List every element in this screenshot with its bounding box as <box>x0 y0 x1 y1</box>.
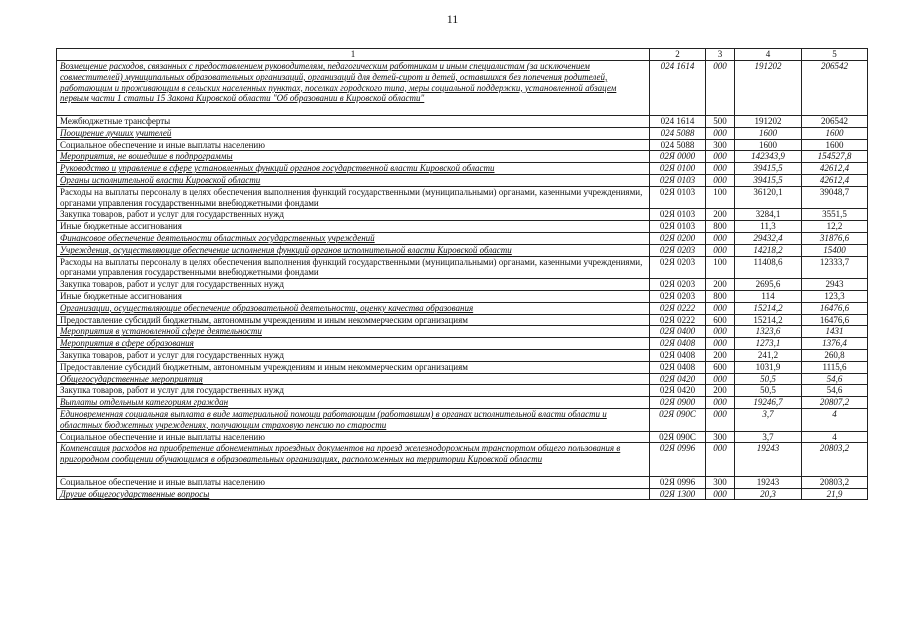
row-amount-year2: 15400 <box>802 244 868 256</box>
table-row <box>57 373 868 385</box>
table-row <box>57 151 868 163</box>
row-amount-year2: 54,6 <box>802 373 868 385</box>
table-row <box>57 163 868 175</box>
row-code: 02Я 0103 <box>650 186 706 209</box>
row-amount-year2: 42612,4 <box>802 163 868 175</box>
row-code: 02Я 090С <box>650 431 706 443</box>
row-expense-type: 000 <box>706 61 735 116</box>
column-header: 4 <box>735 49 802 61</box>
row-amount-year1: 19243 <box>735 443 802 476</box>
row-amount-year2: 20807,2 <box>802 397 868 409</box>
row-expense-type: 200 <box>706 385 735 397</box>
row-amount-year2: 54,6 <box>802 385 868 397</box>
row-description: Компенсация расходов на приобретение абонементных проездных документов на проезд железнодорожным транспортом общего пользования в пригородном сообщении обучающимся в образовательных организациях, расположенных на территории Кировской области <box>57 443 650 476</box>
row-description: Учреждения, осуществляющие обеспечение исполнения функций органов исполнительной власти Кировской области <box>57 244 650 256</box>
table-row <box>57 314 868 326</box>
row-description: Иные бюджетные ассигнования <box>57 290 650 302</box>
row-expense-type: 500 <box>706 116 735 128</box>
row-amount-year1: 11,3 <box>735 221 802 233</box>
row-description: Выплаты отдельным категориям граждан <box>57 397 650 409</box>
row-expense-type: 000 <box>706 397 735 409</box>
table-row <box>57 338 868 350</box>
row-description: Мероприятия, не вошедшие в подпрограммы <box>57 151 650 163</box>
header-row <box>57 49 868 61</box>
row-expense-type: 100 <box>706 186 735 209</box>
row-code: 024 1614 <box>650 116 706 128</box>
column-header: 5 <box>802 49 868 61</box>
row-expense-type: 300 <box>706 476 735 488</box>
row-description: Предоставление субсидий бюджетным, автономным учреждениям и иным некоммерческим организациям <box>57 314 650 326</box>
table-row <box>57 244 868 256</box>
row-description: Мероприятия в установленной сфере деятельности <box>57 326 650 338</box>
row-amount-year2: 1431 <box>802 326 868 338</box>
row-expense-type: 300 <box>706 139 735 151</box>
row-amount-year1: 19243 <box>735 476 802 488</box>
table-row <box>57 349 868 361</box>
row-amount-year1: 19246,7 <box>735 397 802 409</box>
row-expense-type: 300 <box>706 431 735 443</box>
table-row <box>57 232 868 244</box>
row-amount-year1: 39415,5 <box>735 174 802 186</box>
row-amount-year2: 4 <box>802 408 868 431</box>
row-code: 02Я 0203 <box>650 256 706 279</box>
row-amount-year2: 1376,4 <box>802 338 868 350</box>
table-row <box>57 488 868 500</box>
row-expense-type: 000 <box>706 244 735 256</box>
row-code: 02Я 0996 <box>650 476 706 488</box>
row-amount-year2: 21,9 <box>802 488 868 500</box>
table-row <box>57 476 868 488</box>
row-expense-type: 000 <box>706 163 735 175</box>
row-amount-year2: 2943 <box>802 279 868 291</box>
row-amount-year1: 241,2 <box>735 349 802 361</box>
row-code: 02Я 0900 <box>650 397 706 409</box>
row-amount-year2: 1600 <box>802 127 868 139</box>
table-row <box>57 408 868 431</box>
row-amount-year1: 1600 <box>735 139 802 151</box>
row-amount-year1: 29432,4 <box>735 232 802 244</box>
row-code: 02Я 0408 <box>650 361 706 373</box>
table-row <box>57 385 868 397</box>
table-row <box>57 221 868 233</box>
row-description: Расходы на выплаты персоналу в целях обеспечения выполнения функций государственными (муниципальными) органами, казенными учреждениями, органами управления государственными внебюджетными фондами <box>57 256 650 279</box>
row-expense-type: 000 <box>706 373 735 385</box>
row-amount-year1: 3,7 <box>735 431 802 443</box>
table-row <box>57 443 868 476</box>
row-expense-type: 200 <box>706 349 735 361</box>
table-row <box>57 127 868 139</box>
row-description: Межбюджетные трансферты <box>57 116 650 128</box>
row-description: Поощрение лучших учителей <box>57 127 650 139</box>
table-row <box>57 174 868 186</box>
row-code: 024 5088 <box>650 127 706 139</box>
row-code: 02Я 0222 <box>650 314 706 326</box>
row-amount-year1: 191202 <box>735 61 802 116</box>
row-amount-year1: 1273,1 <box>735 338 802 350</box>
row-code: 02Я 0103 <box>650 174 706 186</box>
row-amount-year1: 15214,2 <box>735 314 802 326</box>
row-code: 02Я 0203 <box>650 244 706 256</box>
table-row <box>57 116 868 128</box>
row-code: 02Я 090С <box>650 408 706 431</box>
row-code: 02Я 0203 <box>650 279 706 291</box>
row-expense-type: 800 <box>706 290 735 302</box>
row-amount-year2: 206542 <box>802 61 868 116</box>
row-expense-type: 200 <box>706 209 735 221</box>
row-expense-type: 200 <box>706 279 735 291</box>
row-amount-year1: 1323,6 <box>735 326 802 338</box>
row-amount-year1: 142343,9 <box>735 151 802 163</box>
row-amount-year1: 36120,1 <box>735 186 802 209</box>
page-number: 11 <box>446 12 459 26</box>
row-expense-type: 000 <box>706 488 735 500</box>
row-amount-year2: 20803,2 <box>802 476 868 488</box>
table-row <box>57 397 868 409</box>
row-amount-year1: 11408,6 <box>735 256 802 279</box>
table-row <box>57 186 868 209</box>
row-expense-type: 800 <box>706 221 735 233</box>
table-row <box>57 61 868 116</box>
row-description: Возмещение расходов, связанных с предоставлением руководителям, педагогическим работникам и иным специалистам (за исключением совместителей) муниципальных образовательных организаций, организаций для детей-сирот и детей, оставшихся без попечения родителей, работающим и проживающим в сельских населенных пунктах, поселках городского типа, меры социальной поддержки, установленной абзацем первым части 1 статьи 15 Закона Кировской области "Об образовании в Кировской области" <box>57 61 650 116</box>
row-amount-year1: 14218,2 <box>735 244 802 256</box>
row-expense-type: 100 <box>706 256 735 279</box>
row-code: 02Я 0103 <box>650 221 706 233</box>
row-description: Органы исполнительной власти Кировской области <box>57 174 650 186</box>
row-amount-year1: 3,7 <box>735 408 802 431</box>
table-row <box>57 256 868 279</box>
row-code: 02Я 1300 <box>650 488 706 500</box>
row-amount-year2: 42612,4 <box>802 174 868 186</box>
row-expense-type: 000 <box>706 443 735 476</box>
row-description: Закупка товаров, работ и услуг для государственных нужд <box>57 279 650 291</box>
row-amount-year1: 15214,2 <box>735 302 802 314</box>
row-amount-year2: 31876,6 <box>802 232 868 244</box>
row-code: 024 5088 <box>650 139 706 151</box>
row-amount-year2: 154527,8 <box>802 151 868 163</box>
row-description: Общегосударственные мероприятия <box>57 373 650 385</box>
row-amount-year2: 1600 <box>802 139 868 151</box>
row-expense-type: 000 <box>706 127 735 139</box>
row-amount-year2: 12333,7 <box>802 256 868 279</box>
row-code: 02Я 0996 <box>650 443 706 476</box>
row-amount-year1: 1600 <box>735 127 802 139</box>
row-amount-year2: 3551,5 <box>802 209 868 221</box>
row-expense-type: 000 <box>706 408 735 431</box>
row-code: 024 1614 <box>650 61 706 116</box>
row-description: Социальное обеспечение и иные выплаты населению <box>57 139 650 151</box>
row-code: 02Я 0203 <box>650 290 706 302</box>
row-description: Расходы на выплаты персоналу в целях обеспечения выполнения функций государственными (муниципальными) органами, казенными учреждениями, органами управления государственными внебюджетными фондами <box>57 186 650 209</box>
row-code: 02Я 0420 <box>650 373 706 385</box>
table-row <box>57 209 868 221</box>
row-amount-year2: 1115,6 <box>802 361 868 373</box>
row-description: Руководство и управление в сфере установленных функций органов государственной власти Кировской области <box>57 163 650 175</box>
row-description: Социальное обеспечение и иные выплаты населению <box>57 431 650 443</box>
row-expense-type: 600 <box>706 314 735 326</box>
row-amount-year1: 114 <box>735 290 802 302</box>
row-amount-year1: 191202 <box>735 116 802 128</box>
row-amount-year2: 20803,2 <box>802 443 868 476</box>
row-expense-type: 000 <box>706 302 735 314</box>
row-amount-year2: 260,8 <box>802 349 868 361</box>
row-amount-year2: 206542 <box>802 116 868 128</box>
table-row <box>57 279 868 291</box>
row-amount-year2: 4 <box>802 431 868 443</box>
row-amount-year1: 3284,1 <box>735 209 802 221</box>
row-amount-year1: 1031,9 <box>735 361 802 373</box>
row-description: Закупка товаров, работ и услуг для государственных нужд <box>57 349 650 361</box>
row-expense-type: 000 <box>706 151 735 163</box>
row-description: Закупка товаров, работ и услуг для государственных нужд <box>57 385 650 397</box>
row-amount-year1: 50,5 <box>735 385 802 397</box>
table-row <box>57 139 868 151</box>
row-code: 02Я 0408 <box>650 338 706 350</box>
row-code: 02Я 0420 <box>650 385 706 397</box>
row-expense-type: 600 <box>706 361 735 373</box>
row-description: Предоставление субсидий бюджетным, автономным учреждениям и иным некоммерческим организациям <box>57 361 650 373</box>
row-code: 02Я 0103 <box>650 209 706 221</box>
row-description: Финансовое обеспечение деятельности областных государственных учреждений <box>57 232 650 244</box>
row-amount-year2: 16476,6 <box>802 302 868 314</box>
row-description: Другие общегосударственные вопросы <box>57 488 650 500</box>
table-row <box>57 326 868 338</box>
column-header: 2 <box>650 49 706 61</box>
row-description: Мероприятия в сфере образования <box>57 338 650 350</box>
row-code: 02Я 0200 <box>650 232 706 244</box>
row-code: 02Я 0000 <box>650 151 706 163</box>
row-amount-year1: 20,3 <box>735 488 802 500</box>
row-description: Социальное обеспечение и иные выплаты населению <box>57 476 650 488</box>
table-row <box>57 361 868 373</box>
table-row <box>57 290 868 302</box>
row-code: 02Я 0222 <box>650 302 706 314</box>
row-expense-type: 000 <box>706 338 735 350</box>
row-expense-type: 000 <box>706 326 735 338</box>
table-row <box>57 431 868 443</box>
row-code: 02Я 0100 <box>650 163 706 175</box>
row-description: Закупка товаров, работ и услуг для государственных нужд <box>57 209 650 221</box>
row-description: Организации, осуществляющие обеспечение образовательной деятельности, оценку качества образования <box>57 302 650 314</box>
row-amount-year1: 50,5 <box>735 373 802 385</box>
row-description: Иные бюджетные ассигнования <box>57 221 650 233</box>
budget-table <box>56 48 868 500</box>
table-row <box>57 302 868 314</box>
row-amount-year1: 39415,5 <box>735 163 802 175</box>
row-amount-year2: 12,2 <box>802 221 868 233</box>
row-code: 02Я 0400 <box>650 326 706 338</box>
row-description: Единовременная социальная выплата в виде материальной помощи работающим (работавшим) в органах исполнительной власти области и областных бюджетных учреждениях, получающим страховую пенсию по старости <box>57 408 650 431</box>
row-amount-year1: 2695,6 <box>735 279 802 291</box>
row-amount-year2: 39048,7 <box>802 186 868 209</box>
row-expense-type: 000 <box>706 174 735 186</box>
column-header: 1 <box>57 49 650 61</box>
row-amount-year2: 16476,6 <box>802 314 868 326</box>
row-amount-year2: 123,3 <box>802 290 868 302</box>
row-expense-type: 000 <box>706 232 735 244</box>
row-code: 02Я 0408 <box>650 349 706 361</box>
column-header: 3 <box>706 49 735 61</box>
